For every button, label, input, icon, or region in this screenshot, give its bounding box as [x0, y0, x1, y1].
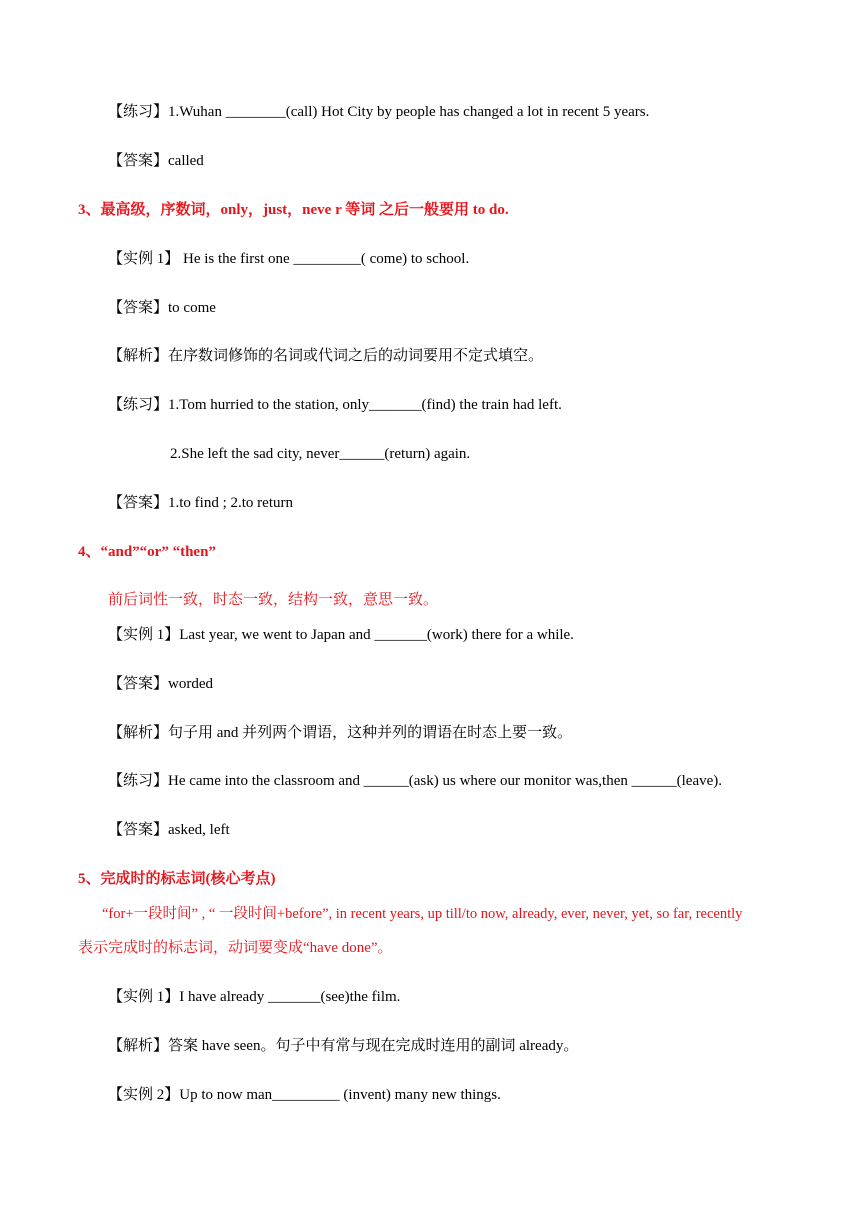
- section-note: 前后词性一致，时态一致，结构一致，意思一致。: [108, 592, 439, 608]
- analysis-line: 【解析】在序数词修饰的名词或代词之后的动词要用不定式填空。: [108, 348, 544, 364]
- answer-line: 【答案】worded: [108, 676, 213, 692]
- example-line: 【实例 1】I have already _______(see)the film.: [108, 989, 401, 1005]
- answer-line: 【答案】called: [108, 153, 204, 169]
- answer-line: 【答案】asked, left: [108, 822, 230, 838]
- exercise-line: 【练习】He came into the classroom and ______(ask) us where our monitor was,then ______(leave).: [108, 773, 723, 789]
- section-heading-5: 5、完成时的标志词(核心考点): [78, 871, 276, 887]
- analysis-line: 【解析】答案 have seen。句子中有常与现在完成时连用的副词 already。: [108, 1038, 579, 1054]
- example-line: 【实例 2】Up to now man_________ (invent) many new things.: [108, 1087, 501, 1103]
- exercise-line: 【练习】1.Tom hurried to the station, only_______(find) the train had left.: [108, 397, 562, 413]
- answer-line: 【答案】to come: [108, 300, 216, 316]
- example-line: 【实例 1】 He is the first one _________( come) to school.: [108, 251, 470, 267]
- section-note: 表示完成时的标志词，动词要变成“have done”。: [78, 940, 393, 956]
- example-line: 【实例 1】Last year, we went to Japan and _______(work) there for a while.: [108, 627, 574, 643]
- analysis-line: 【解析】句子用 and 并列两个谓语，这种并列的谓语在时态上要一致。: [108, 725, 573, 741]
- exercise-line: 2.She left the sad city, never______(return) again.: [170, 446, 471, 462]
- section-heading-4: 4、“and”“or” “then”: [78, 544, 216, 560]
- exercise-line: 【练习】1.Wuhan ________(call) Hot City by people has changed a lot in recent 5 years.: [108, 104, 650, 120]
- section-note: “for+一段时间” , “ 一段时间+before”, in recent years, up till/to now, already, ever, never, yet, so far, recently: [102, 906, 743, 922]
- answer-line: 【答案】1.to find ; 2.to return: [108, 495, 293, 511]
- section-heading-3: 3、最高级，序数词，only，just，neve r 等词 之后一般要用 to do.: [78, 202, 509, 218]
